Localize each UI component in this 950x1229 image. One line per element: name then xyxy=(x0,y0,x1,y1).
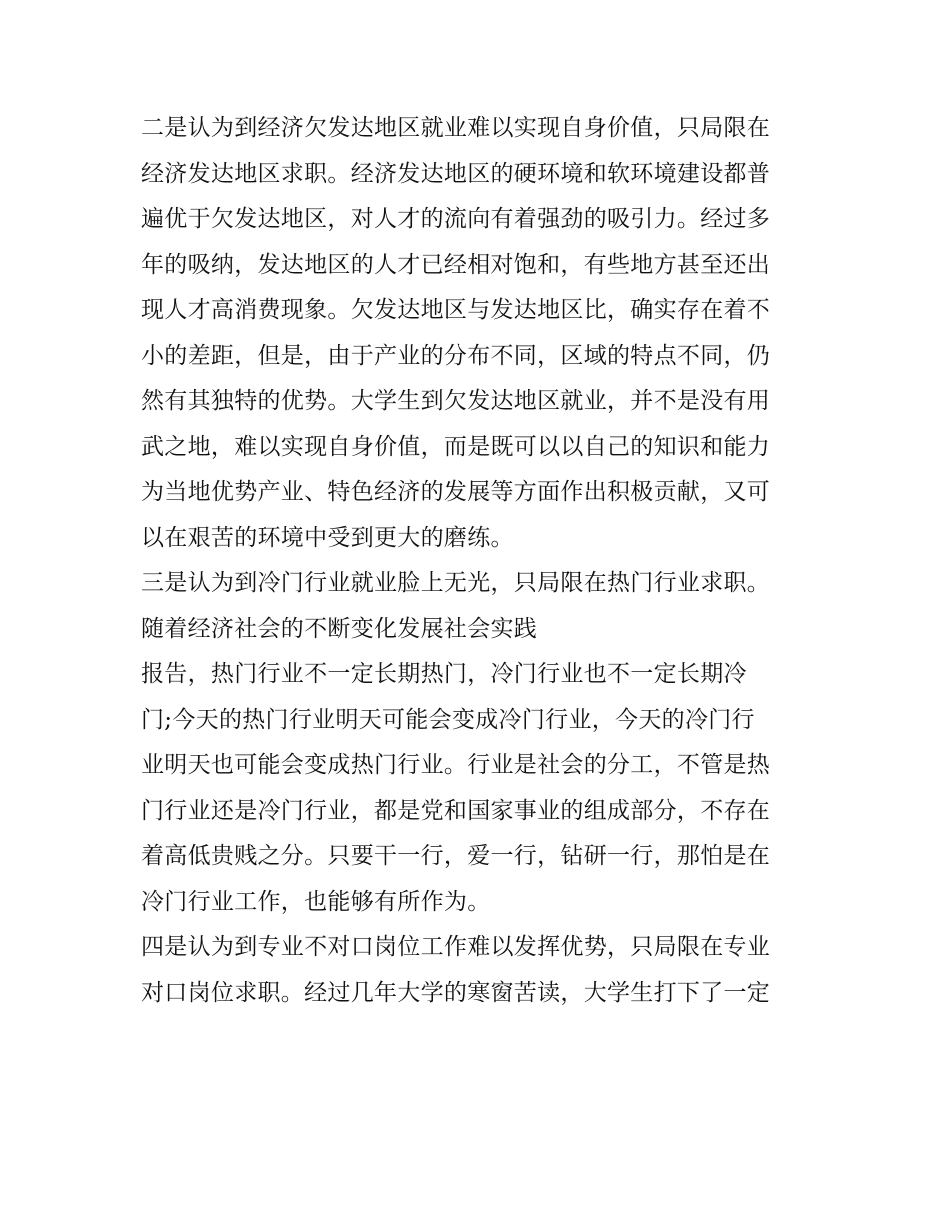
text-line: 冷门行业工作，也能够有所作为。 xyxy=(141,888,491,915)
text-line: 小的差距，但是，由于产业的分布不同，区域的特点不同，仍 xyxy=(141,342,771,369)
text-line: 经济发达地区求职。经济发达地区的硬环境和软环境建设都普 xyxy=(141,160,771,187)
text-line: 遍优于欠发达地区，对人才的流向有着强劲的吸引力。经过多 xyxy=(141,206,771,232)
text-line: 现人才高消费现象。欠发达地区与发达地区比，确实存在着不 xyxy=(141,297,771,323)
text-line: 门行业还是冷门行业，都是党和国家事业的组成部分，不存在 xyxy=(141,797,771,824)
text-line: 三是认为到冷门行业就业脸上无光，只局限在热门行业求职。 xyxy=(141,570,771,596)
text-line: 年的吸纳，发达地区的人才已经相对饱和，有些地方甚至还出 xyxy=(141,251,771,278)
text-line: 着高低贵贱之分。只要干一行，爱一行，钻研一行，那怕是在 xyxy=(141,843,771,869)
text-line: 对口岗位求职。经过几年大学的寒窗苦读，大学生打下了一定 xyxy=(141,979,771,1006)
text-line: 业明天也可能会变成热门行业。行业是社会的分工，不管是热 xyxy=(141,752,771,778)
text-line: 为当地优势产业、特色经济的发展等方面作出积极贡献，又可 xyxy=(141,479,771,505)
text-line: 门;今天的热门行业明天可能会变成冷门行业，今天的冷门行 xyxy=(141,706,755,733)
text-line: 随着经济社会的不断变化发展社会实践 xyxy=(141,615,538,642)
text-line: 报告，热门行业不一定长期热门，冷门行业也不一定长期冷 xyxy=(141,661,747,687)
text-line: 二是认为到经济欠发达地区就业难以实现自身价值，只局限在 xyxy=(141,115,771,141)
text-line: 以在艰苦的环境中受到更大的磨练。 xyxy=(141,524,514,551)
text-line: 武之地，难以实现自身价值，而是既可以以自己的知识和能力 xyxy=(141,433,771,460)
text-line: 然有其独特的优势。大学生到欠发达地区就业，并不是没有用 xyxy=(141,388,771,414)
body-text xyxy=(141,106,821,1016)
text-line: 四是认为到专业不对口岗位工作难以发挥优势，只局限在专业 xyxy=(141,934,771,960)
